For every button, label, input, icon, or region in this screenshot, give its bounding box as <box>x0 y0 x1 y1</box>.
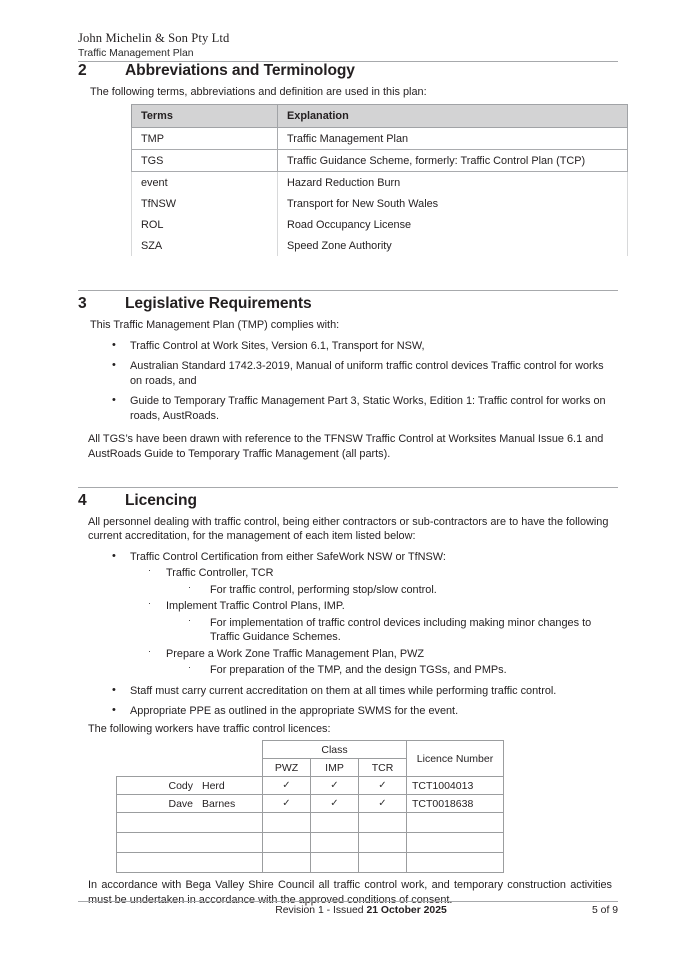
legislative-bullet-list <box>78 339 618 424</box>
list-item <box>166 616 618 645</box>
worker-imp-check <box>311 853 359 873</box>
worker-tcr-check <box>359 833 407 853</box>
section-2-heading <box>78 62 618 81</box>
table-row <box>117 833 504 853</box>
abbreviations-header-row <box>132 105 628 128</box>
worker-imp-check <box>311 813 359 833</box>
section-4-heading <box>78 492 618 511</box>
worker-licence-number <box>407 853 504 873</box>
certification-sub-list <box>130 566 618 678</box>
abbreviations-table <box>131 104 628 256</box>
licence-header-tcr: TCR <box>359 759 407 777</box>
section-licencing <box>78 487 618 907</box>
worker-pwz-check <box>263 833 311 853</box>
table-row <box>117 777 504 795</box>
worker-name <box>117 795 263 813</box>
page-footer <box>78 901 618 916</box>
worker-pwz-check: ✓ <box>263 795 311 813</box>
list-item-label: Prepare a Work Zone Traffic Management Plan, PWZ <box>166 647 425 660</box>
worker-first-name: Cody <box>168 779 193 792</box>
licence-header-class-group: Class <box>263 741 407 759</box>
licence-header-licence-number: Licence Number <box>407 741 504 777</box>
table-row <box>117 813 504 833</box>
worker-licence-number <box>407 813 504 833</box>
licence-header-row-group <box>117 741 504 759</box>
running-header <box>78 31 618 62</box>
section-3-number: 3 <box>78 295 87 313</box>
list-item-label: Staff must carry current accreditation on them at all times while performing traffic control. <box>130 684 557 697</box>
table-row <box>132 150 628 172</box>
abbrev-explanation: Speed Zone Authority <box>278 235 628 256</box>
worker-name <box>117 833 263 853</box>
section-2-number: 2 <box>78 62 87 80</box>
worker-first-name: Dave <box>168 797 193 810</box>
worker-surname: Herd <box>202 779 225 792</box>
table-row <box>132 128 628 150</box>
worker-tcr-check: ✓ <box>359 795 407 813</box>
list-item <box>130 566 618 597</box>
list-item <box>78 704 618 719</box>
bullet-icon: · <box>148 565 151 576</box>
abbreviations-header-terms: Terms <box>132 105 278 128</box>
abbrev-term: event <box>132 172 278 194</box>
bullet-icon: • <box>112 549 116 562</box>
bullet-icon: · <box>148 598 151 609</box>
section-4-divider <box>78 487 618 488</box>
section-abbreviations <box>78 62 618 256</box>
section-2-title: Abbreviations and Terminology <box>125 62 355 80</box>
certification-detail-list <box>166 663 618 678</box>
footer-revision <box>78 905 592 916</box>
bullet-icon: • <box>112 704 116 717</box>
abbreviations-header-explanation: Explanation <box>278 105 628 128</box>
footer-revision-prefix: Revision 1 - Issued <box>275 905 367 916</box>
worker-surname: Barnes <box>202 797 236 810</box>
abbrev-explanation: Road Occupancy License <box>278 214 628 235</box>
footer-revision-date: 21 October 2025 <box>366 905 447 916</box>
worker-imp-check <box>311 833 359 853</box>
footer-divider <box>78 901 618 902</box>
section-4-title: Licencing <box>125 492 197 510</box>
list-item-label: Guide to Temporary Traffic Management Part 3, Static Works, Edition 1: Traffic control for works on roads, AustRoads. <box>130 395 606 422</box>
list-item <box>78 394 618 423</box>
section-4-number: 4 <box>78 492 87 510</box>
section-3-closing: All TGS’s have been drawn with reference to the TFNSW Traffic Control at Worksites Manual Issue 6.1 and AustRoads Guide to Temporary Traffic Management (all parts). <box>88 433 604 460</box>
footer-row <box>78 905 618 916</box>
list-item-label: Implement Traffic Control Plans, IMP. <box>166 600 345 613</box>
list-item-label: Traffic Control Certification from either SafeWork NSW or TfNSW: <box>130 550 446 563</box>
abbrev-term: TfNSW <box>132 193 278 214</box>
bullet-icon: • <box>112 338 116 351</box>
header-document-subtitle: Traffic Management Plan <box>78 47 194 59</box>
certification-detail-list <box>166 616 618 645</box>
list-item-label: For implementation of traffic control devices including making minor changes to Traffic Guidance Schemes. <box>210 616 592 644</box>
list-item <box>78 339 618 354</box>
section-3-title: Legislative Requirements <box>125 295 312 313</box>
worker-licence-number <box>407 833 504 853</box>
abbrev-explanation: Traffic Management Plan <box>278 128 628 150</box>
table-row <box>117 853 504 873</box>
worker-name <box>117 777 263 795</box>
licence-table <box>116 740 504 873</box>
licence-header-blank-2 <box>117 759 263 777</box>
licence-header-imp: IMP <box>311 759 359 777</box>
abbrev-term: TMP <box>132 128 278 150</box>
bullet-icon: • <box>112 683 116 696</box>
list-item <box>166 663 618 678</box>
list-item <box>78 550 618 678</box>
header-company-name: John Michelin & Son Pty Ltd <box>78 31 230 45</box>
section-2-intro: The following terms, abbreviations and definition are used in this plan: <box>90 85 427 98</box>
worker-name <box>117 853 263 873</box>
section-legislative <box>78 290 618 461</box>
section-3-heading <box>78 295 618 314</box>
worker-imp-check: ✓ <box>311 795 359 813</box>
list-item-label: Traffic Controller, TCR <box>166 567 274 580</box>
abbrev-term: SZA <box>132 235 278 256</box>
worker-tcr-check: ✓ <box>359 777 407 795</box>
section-3-intro: This Traffic Management Plan (TMP) complies with: <box>90 319 340 332</box>
section-3-divider <box>78 290 618 291</box>
list-item <box>130 647 618 678</box>
worker-tcr-check <box>359 853 407 873</box>
footer-page-number: 5 of 9 <box>592 905 618 916</box>
list-item-label: For traffic control, performing stop/slow control. <box>210 583 437 596</box>
page-content <box>78 31 618 909</box>
bullet-icon: · <box>188 614 191 625</box>
licence-table-intro: The following workers have traffic control licences: <box>88 722 331 735</box>
bullet-icon: · <box>148 645 151 656</box>
section-4-closing: In accordance with Bega Valley Shire Council all traffic control work, and temporary construction activities must be undertaken in accordance with the approved conditions of consent. <box>88 879 612 906</box>
table-row <box>132 235 628 256</box>
abbrev-term: ROL <box>132 214 278 235</box>
abbrev-explanation: Hazard Reduction Burn <box>278 172 628 194</box>
worker-licence-number: TCT0018638 <box>407 795 504 813</box>
worker-tcr-check <box>359 813 407 833</box>
worker-name <box>117 813 263 833</box>
list-item-label: Traffic Control at Work Sites, Version 6.1, Transport for NSW, <box>130 339 425 352</box>
list-item-label: Australian Standard 1742.3-2019, Manual of uniform traffic control devices Traffic control for works on roads, and <box>130 360 604 387</box>
abbrev-explanation: Transport for New South Wales <box>278 193 628 214</box>
table-row <box>117 795 504 813</box>
list-item <box>78 684 618 699</box>
table-row <box>132 214 628 235</box>
list-item-label: For preparation of the TMP, and the design TGSs, and PMPs. <box>210 664 507 677</box>
worker-pwz-check <box>263 853 311 873</box>
list-item <box>78 359 618 388</box>
worker-licence-number: TCT1004013 <box>407 777 504 795</box>
bullet-icon: · <box>188 662 191 673</box>
abbrev-explanation: Traffic Guidance Scheme, formerly: Traffic Control Plan (TCP) <box>278 150 628 172</box>
worker-pwz-check: ✓ <box>263 777 311 795</box>
table-row <box>132 193 628 214</box>
certification-detail-list <box>166 583 618 598</box>
table-row <box>132 172 628 194</box>
list-item <box>166 583 618 598</box>
bullet-icon: • <box>112 394 116 407</box>
bullet-icon: • <box>112 359 116 372</box>
list-item-label: Appropriate PPE as outlined in the appropriate SWMS for the event. <box>130 705 459 718</box>
abbrev-term: TGS <box>132 150 278 172</box>
worker-imp-check: ✓ <box>311 777 359 795</box>
bullet-icon: · <box>188 581 191 592</box>
licence-header-blank <box>117 741 263 759</box>
licence-header-pwz: PWZ <box>263 759 311 777</box>
licencing-bullet-list <box>78 550 618 719</box>
section-4-intro: All personnel dealing with traffic control, being either contractors or sub-contractors are to have the following current accreditation, for the management of each item listed below: <box>88 515 609 543</box>
worker-pwz-check <box>263 813 311 833</box>
list-item <box>130 599 618 645</box>
